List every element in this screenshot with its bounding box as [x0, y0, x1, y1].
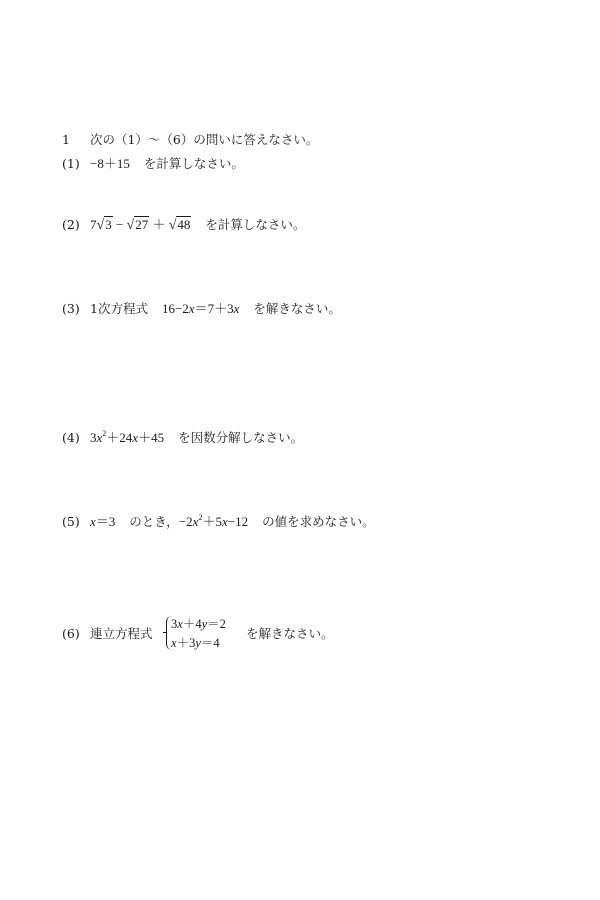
- question-1: [62, 153, 244, 172]
- question-6-instruction: を解きなさい。: [246, 626, 334, 641]
- question-6: [62, 624, 153, 642]
- question-6-equation-system: [166, 614, 246, 652]
- question-5-number: (5): [62, 514, 80, 529]
- question-1-expression: −8＋15: [90, 156, 130, 171]
- problem-number: 1: [62, 132, 70, 147]
- question-6-equation-1: 3x＋4y＝2: [171, 617, 226, 631]
- question-2-instruction: を計算しなさい。: [205, 217, 306, 232]
- question-5-mid: のとき，: [129, 514, 179, 529]
- question-1-instruction: を計算しなさい。: [143, 156, 244, 171]
- question-5-instruction: の値を求めなさい。: [262, 514, 375, 529]
- question-3-expression: 16−2x＝7＋3x: [161, 301, 240, 316]
- question-4-number: (4): [62, 430, 80, 445]
- question-5: [62, 511, 375, 530]
- question-4-instruction: を因数分解しなさい。: [178, 430, 304, 445]
- question-4: [62, 427, 303, 446]
- question-6-number: (6): [62, 626, 80, 641]
- question-2-number: (2): [62, 217, 80, 232]
- question-3-instruction: を解きなさい。: [253, 301, 341, 316]
- question-5-expression: $-2x^2+5x-12$: [178, 513, 249, 529]
- question-4-expression: $3x^2+24x+45$: [90, 429, 165, 445]
- question-3: [62, 298, 341, 317]
- question-6-prefix: 連立方程式: [90, 626, 153, 641]
- question-1-number: (1): [62, 156, 80, 171]
- question-3-prefix: 1次方程式: [90, 301, 148, 316]
- question-6-equation-2: x＋3y＝4: [171, 636, 220, 650]
- question-3-number: (3): [62, 301, 80, 316]
- question-2-expression: 7√3 − √27 ＋ √48: [90, 217, 191, 233]
- question-5-condition: x＝3: [90, 514, 116, 529]
- problem-heading: [62, 130, 318, 148]
- question-2: [62, 214, 305, 234]
- problem-heading-text: 次の（1）～（6）の問いに答えなさい。: [89, 132, 319, 147]
